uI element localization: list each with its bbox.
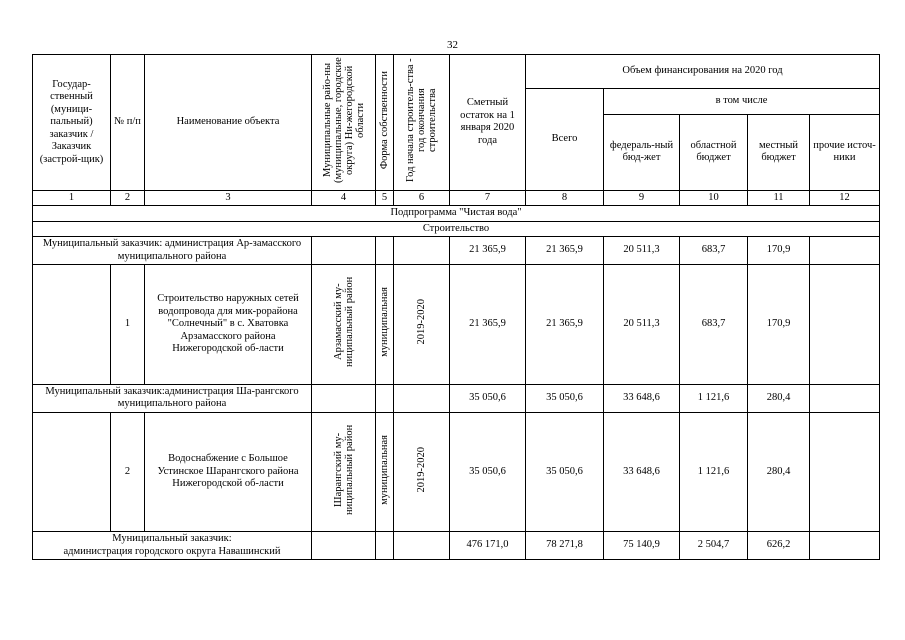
column-number: 7 [450, 190, 526, 206]
header-regional: областной бюджет [680, 114, 748, 190]
header-object-name: Наименование объекта [145, 55, 312, 191]
federal-value: 20 511,3 [604, 265, 680, 385]
header-years: Год начала строитель-ства - год окончания строительства [405, 58, 438, 182]
column-number: 10 [680, 190, 748, 206]
header-index: № п/п [111, 55, 145, 191]
header-local: местный бюджет [748, 114, 810, 190]
object-years: 2019-2020 [416, 299, 427, 345]
local-value: 280,4 [748, 384, 810, 412]
object-ownership-cell [376, 412, 394, 532]
object-municipality-cell [312, 265, 376, 385]
header-customer: Государ-ственный (муници-пальный) заказчик / Заказчик (застрой-щик) [33, 55, 111, 191]
column-number: 8 [526, 190, 604, 206]
other-value [810, 412, 880, 532]
section-title: Строительство [33, 221, 880, 237]
header-federal: федераль-ный бюд-жет [604, 114, 680, 190]
header-ownership-cell [376, 55, 394, 191]
header-municipality-cell [312, 55, 376, 191]
object-name: Строительство наружных сетей водопровода для мик-рорайона "Солнечный" в с. Хватовка Арзамасского района Нижегородской об-ласти [145, 265, 312, 385]
header-years-cell [394, 55, 450, 191]
local-value: 626,2 [748, 532, 810, 560]
object-years-cell [394, 265, 450, 385]
regional-value: 2 504,7 [680, 532, 748, 560]
object-ownership: муниципальная [379, 434, 390, 505]
balance-value: 35 050,6 [450, 384, 526, 412]
object-municipality-cell [312, 412, 376, 532]
regional-value: 1 121,6 [680, 384, 748, 412]
total-value: 21 365,9 [526, 237, 604, 265]
object-index: 1 [111, 265, 145, 385]
federal-value: 33 648,6 [604, 412, 680, 532]
header-other: прочие источ-ники [810, 114, 880, 190]
header-balance: Сметный остаток на 1 января 2020 года [450, 55, 526, 191]
regional-value: 683,7 [680, 265, 748, 385]
object-name: Водоснабжение с Большое Устинское Шарангского района Нижегородской об-ласти [145, 412, 312, 532]
column-number: 5 [376, 190, 394, 206]
object-ownership: муниципальная [379, 287, 390, 357]
financing-table [32, 54, 880, 560]
other-value [810, 265, 880, 385]
local-value: 170,9 [748, 265, 810, 385]
balance-value: 21 365,9 [450, 237, 526, 265]
object-row [33, 265, 880, 385]
object-ownership-cell [376, 265, 394, 385]
object-index: 2 [111, 412, 145, 532]
other-value [810, 532, 880, 560]
other-value [810, 237, 880, 265]
total-value: 21 365,9 [526, 265, 604, 385]
balance-value: 35 050,6 [450, 412, 526, 532]
customer-row [33, 384, 880, 412]
subprogram-title: Подпрограмма "Чистая вода" [33, 206, 880, 222]
federal-value: 33 648,6 [604, 384, 680, 412]
total-value: 78 271,8 [526, 532, 604, 560]
object-municipality: Шарангский му-ниципальный район [332, 424, 355, 515]
balance-value: 21 365,9 [450, 265, 526, 385]
object-years-cell [394, 412, 450, 532]
page-number: 32 [447, 39, 458, 51]
balance-value: 476 171,0 [450, 532, 526, 560]
customer-name [33, 532, 312, 560]
federal-value: 20 511,3 [604, 237, 680, 265]
total-value: 35 050,6 [526, 384, 604, 412]
header-including: в том числе [604, 89, 880, 115]
regional-value: 1 121,6 [680, 412, 748, 532]
column-number: 12 [810, 190, 880, 206]
column-number: 11 [748, 190, 810, 206]
header-municipality: Муниципальные райо-ны (муниципальные, городские округа) Ни-жегородской области [321, 57, 366, 183]
header-ownership: Форма собственности [379, 70, 390, 170]
column-number: 3 [145, 190, 312, 206]
column-numbers-row [33, 190, 880, 206]
header-funding: Объем финансирования на 2020 год [526, 55, 880, 89]
column-number: 4 [312, 190, 376, 206]
customer-name: Муниципальный заказчик: администрация Ар-замасского муниципального района [33, 237, 312, 265]
object-municipality: Арзамасский му-ниципальный район [332, 276, 355, 368]
column-number: 1 [33, 190, 111, 206]
customer-name-line: администрация городского округа Навашинский [63, 545, 281, 557]
header-total: Всего [526, 89, 604, 191]
column-number: 6 [394, 190, 450, 206]
column-number: 2 [111, 190, 145, 206]
local-value: 280,4 [748, 412, 810, 532]
column-number: 9 [604, 190, 680, 206]
other-value [810, 384, 880, 412]
regional-value: 683,7 [680, 237, 748, 265]
total-value: 35 050,6 [526, 412, 604, 532]
customer-name-line: Муниципальный заказчик: [112, 533, 232, 544]
object-years: 2019-2020 [416, 446, 427, 493]
customer-name: Муниципальный заказчик:администрация Ша-рангского муниципального района [33, 384, 312, 412]
object-row [33, 412, 880, 532]
local-value: 170,9 [748, 237, 810, 265]
federal-value: 75 140,9 [604, 532, 680, 560]
customer-row [33, 532, 880, 560]
customer-row [33, 237, 880, 265]
